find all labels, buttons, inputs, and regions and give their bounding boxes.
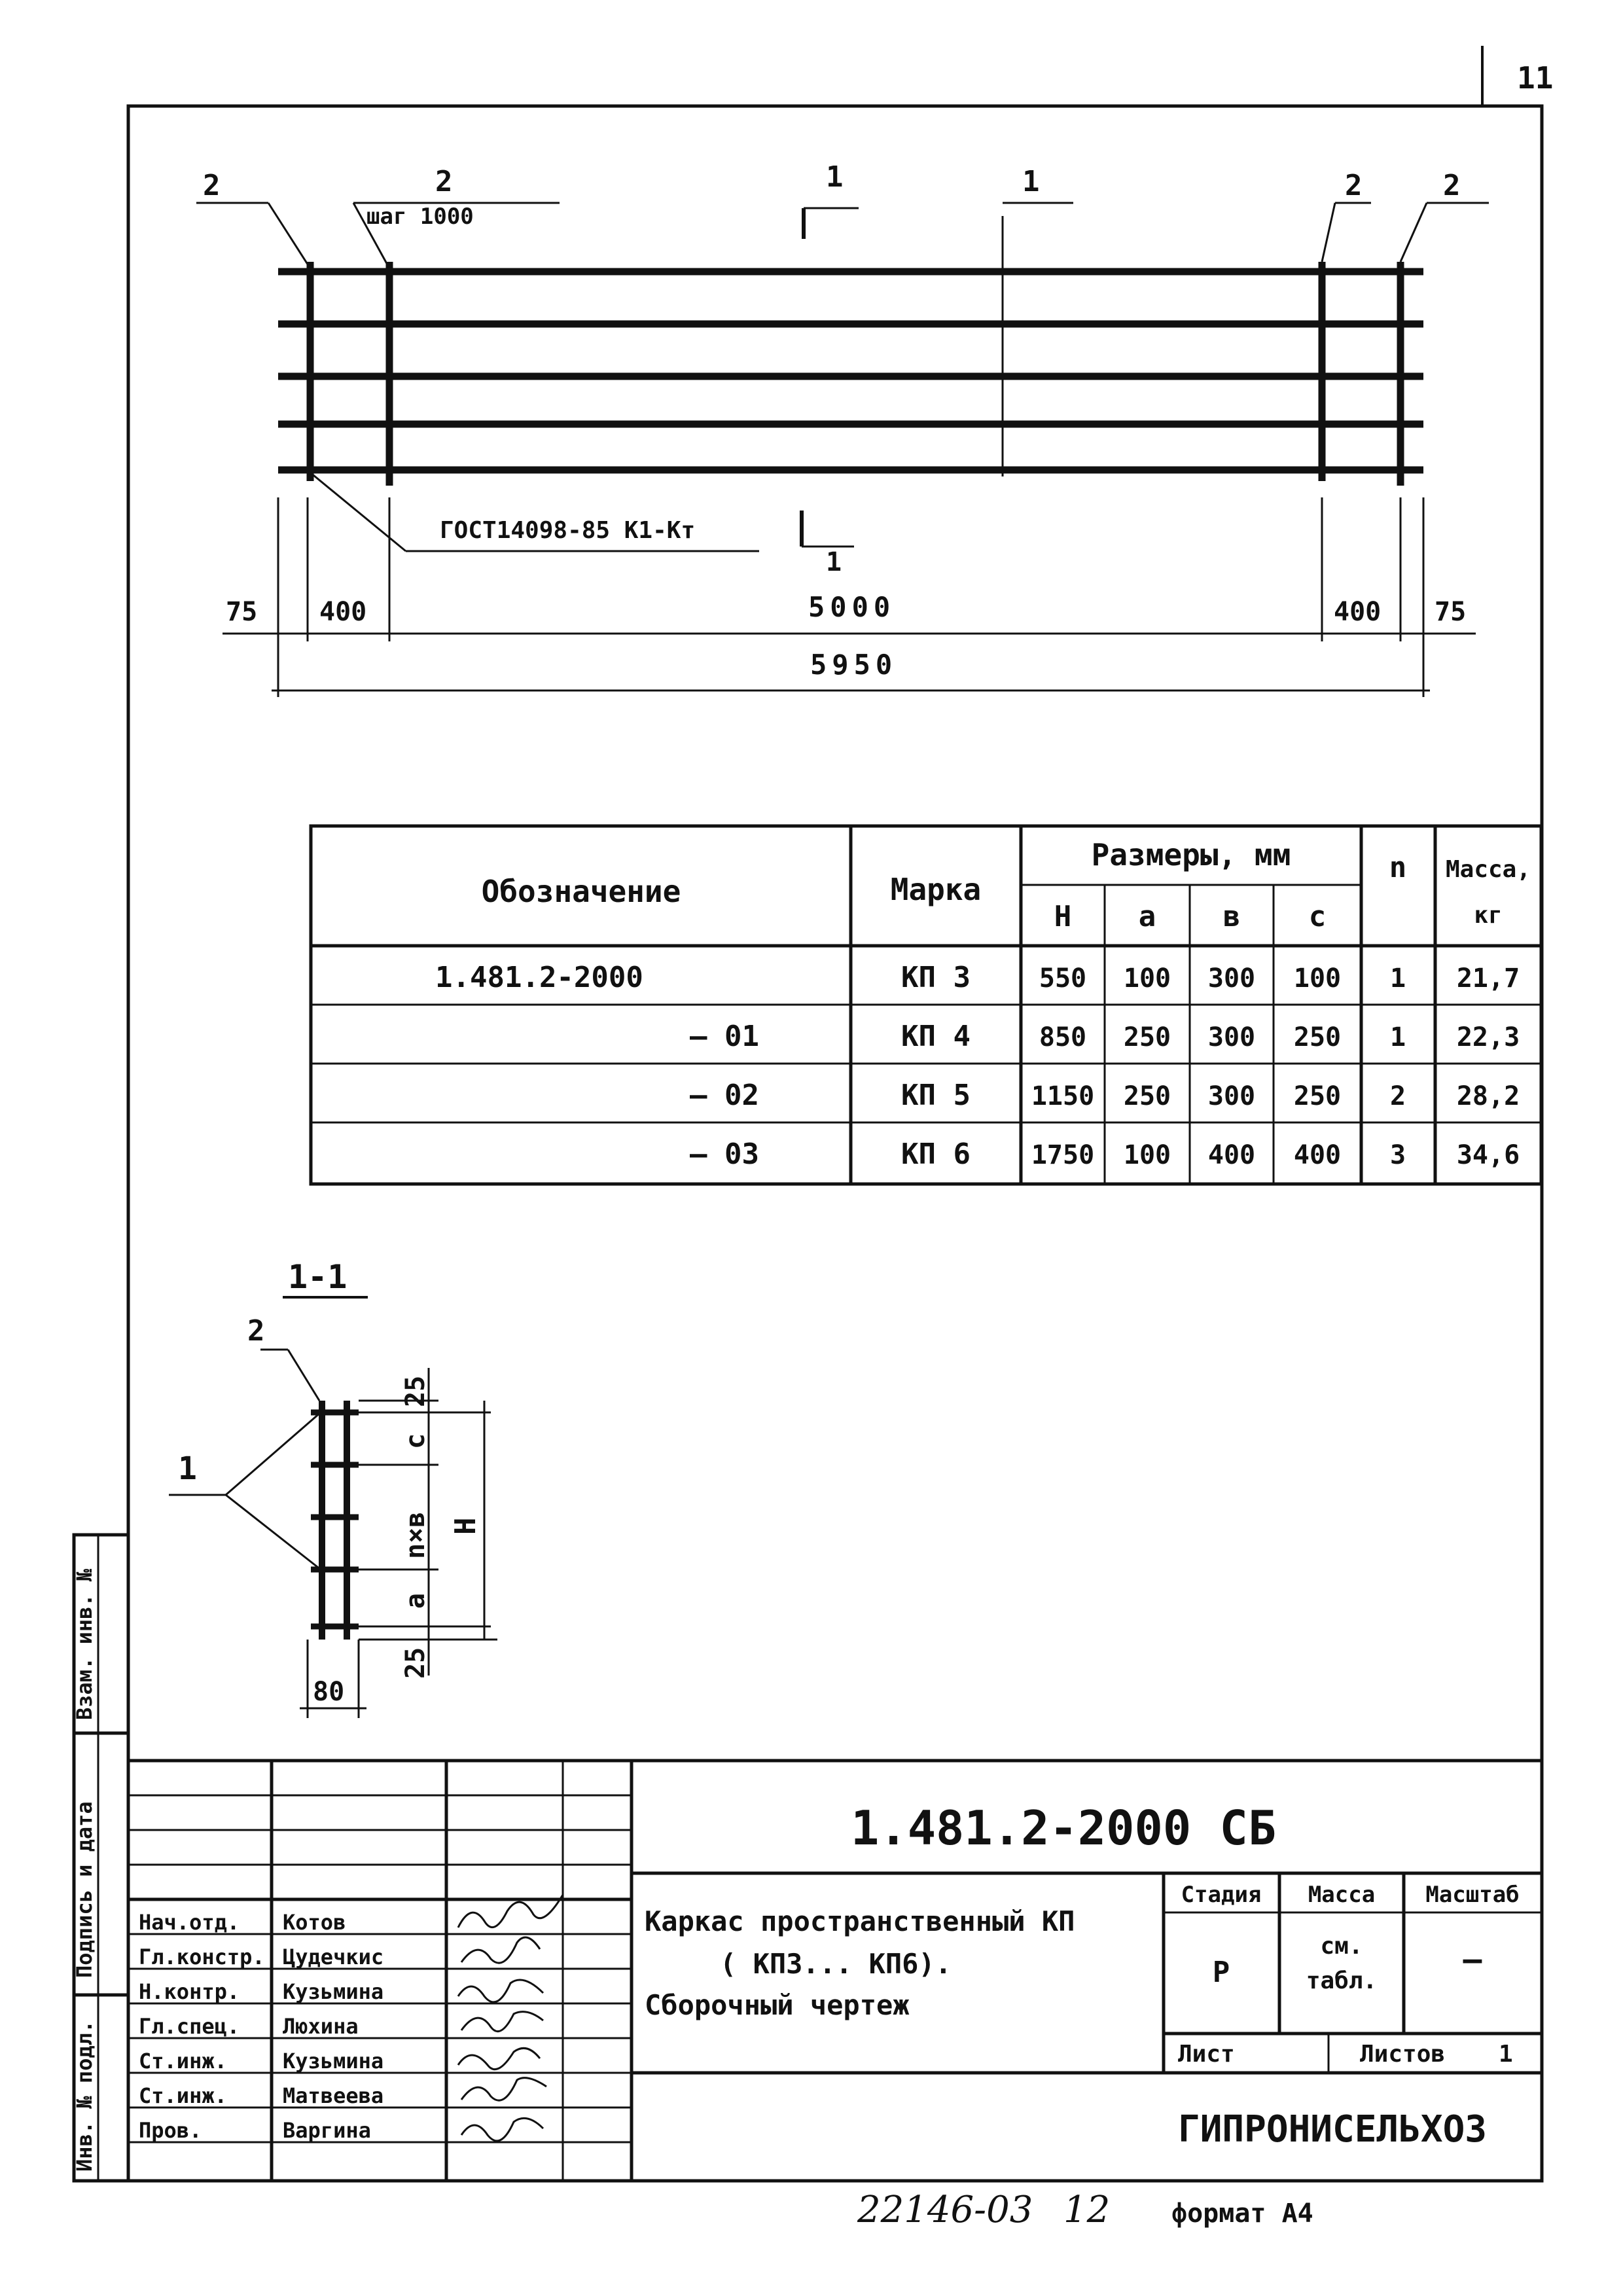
- scale-value: —: [1463, 1941, 1482, 1978]
- row4-a: 100: [1123, 1140, 1171, 1170]
- title-line-2: ( КП3... КП6).: [720, 1948, 952, 1980]
- footer-format: формат А4: [1171, 2198, 1313, 2229]
- staff-name-2: Цудечкис: [283, 1945, 384, 1969]
- section-mark-top: 1: [826, 160, 844, 194]
- th-c: с: [1308, 900, 1327, 933]
- row2-h: 850: [1039, 1022, 1087, 1052]
- section-dim-nb: n×в: [401, 1511, 431, 1559]
- section-callout-1: 1: [178, 1450, 197, 1487]
- row1-mark: КП 3: [901, 961, 971, 994]
- row3-designation: – 02: [690, 1079, 759, 1112]
- row2-n: 1: [1389, 1022, 1406, 1052]
- callout-pitch-note: шаг 1000: [366, 204, 474, 230]
- th-n: n: [1389, 851, 1407, 884]
- callout-right-outer: 2: [1443, 169, 1461, 202]
- section-dim-h: Н: [449, 1517, 482, 1535]
- footer-copy: 12: [1063, 2189, 1111, 2231]
- section-title: 1-1: [288, 1258, 348, 1296]
- sheets-label: Листов: [1360, 2041, 1446, 2068]
- dim-right-gap: 400: [1334, 597, 1382, 627]
- th-mark: Марка: [890, 872, 982, 907]
- row3-mass: 28,2: [1456, 1081, 1520, 1111]
- row1-a: 100: [1123, 963, 1171, 994]
- th-b: в: [1222, 900, 1241, 933]
- row1-c: 100: [1293, 963, 1342, 994]
- staff-role-3: Н.контр.: [139, 1979, 240, 2004]
- th-a: а: [1138, 900, 1156, 933]
- spec-table: [311, 826, 1541, 1184]
- callout-right-inner: 2: [1345, 169, 1363, 202]
- row4-c: 400: [1293, 1140, 1342, 1170]
- sheet-label: Лист: [1178, 2041, 1235, 2068]
- organization: ГИПРОНИСЕЛЬХОЗ: [1178, 2108, 1488, 2151]
- row1-mass: 21,7: [1456, 963, 1520, 994]
- dim-left-end: 75: [226, 597, 258, 627]
- stage-label: Стадия: [1181, 1882, 1262, 1908]
- row4-b: 400: [1207, 1140, 1256, 1170]
- staff-role-2: Гл.констр.: [139, 1945, 265, 1969]
- row2-mark: КП 4: [901, 1020, 971, 1053]
- dim-overall: 5950: [810, 649, 898, 681]
- section-dim-top: 25: [401, 1375, 431, 1407]
- section-dim-c: с: [401, 1433, 431, 1449]
- section-1-1: [169, 1258, 497, 1718]
- mass-value-2: табл.: [1306, 1967, 1378, 1994]
- callout-left-inner: 2: [435, 165, 453, 198]
- staff-role-5: Ст.инж.: [139, 2049, 227, 2073]
- signatures: [458, 1895, 563, 2141]
- row1-b: 300: [1207, 963, 1256, 994]
- staff-name-6: Матвеева: [283, 2083, 384, 2108]
- stamp-inv-no-orig: Инв. № подл.: [72, 2020, 97, 2172]
- staff-name-5: Кузьмина: [283, 2049, 384, 2073]
- row3-c: 250: [1293, 1081, 1342, 1111]
- section-dim-a: а: [401, 1592, 431, 1609]
- staff-name-1: Котов: [283, 1910, 346, 1935]
- th-mass: Масса,: [1445, 856, 1531, 883]
- row1-h: 550: [1039, 963, 1087, 994]
- staff-role-4: Гл.спец.: [139, 2014, 240, 2039]
- row1-n: 1: [1389, 963, 1406, 994]
- row4-mark: КП 6: [901, 1138, 971, 1171]
- row2-mass: 22,3: [1456, 1022, 1520, 1052]
- section-callout-2: 2: [247, 1314, 265, 1348]
- row2-b: 300: [1207, 1022, 1256, 1052]
- row4-n: 3: [1389, 1140, 1406, 1170]
- section-dim-bottom: 25: [401, 1647, 431, 1679]
- row4-mass: 34,6: [1456, 1140, 1520, 1170]
- row4-h: 1750: [1031, 1140, 1095, 1170]
- elevation-dimensions: [223, 497, 1476, 697]
- row2-c: 250: [1293, 1022, 1342, 1052]
- row2-designation: – 01: [690, 1020, 759, 1053]
- stage-value: Р: [1212, 1956, 1230, 1989]
- staff-name-4: Люхина: [283, 2014, 359, 2039]
- side-stamp: [72, 1535, 128, 2181]
- dim-right-end: 75: [1435, 597, 1467, 627]
- callout-center-bar: 1: [1022, 165, 1040, 198]
- gost-weld-note: ГОСТ14098-85 К1-Кт: [440, 517, 696, 544]
- title-line-3: Сборочный чертеж: [645, 1989, 910, 2021]
- section-dim-width: 80: [313, 1677, 345, 1707]
- row3-h: 1150: [1031, 1081, 1095, 1111]
- row3-b: 300: [1207, 1081, 1256, 1111]
- footer-number: 22146-03: [857, 2189, 1033, 2231]
- row4-designation: – 03: [690, 1138, 759, 1171]
- page-number: 11: [1517, 60, 1554, 96]
- staff-role-6: Ст.инж.: [139, 2083, 227, 2108]
- th-mass-unit: кг: [1474, 902, 1503, 929]
- staff-role-1: Нач.отд.: [139, 1910, 240, 1935]
- stamp-inv-no-ref: Взам. инв. №: [72, 1568, 97, 1720]
- staff-name-3: Кузьмина: [283, 1979, 384, 2004]
- stamp-sign-date: Подпись и дата: [72, 1801, 97, 1978]
- row3-n: 2: [1389, 1081, 1406, 1111]
- sheets-value: 1: [1499, 2041, 1513, 2068]
- title-block: [128, 1761, 1542, 2181]
- mass-value-1: см.: [1320, 1933, 1363, 1960]
- staff-role-7: Пров.: [139, 2118, 202, 2143]
- staff-name-7: Варгина: [283, 2118, 371, 2143]
- mass-label: Масса: [1308, 1882, 1376, 1908]
- th-h: Н: [1054, 900, 1072, 933]
- th-sizes: Размеры, мм: [1091, 837, 1291, 872]
- section-mark-bottom: 1: [826, 547, 842, 577]
- callout-left-outer: 2: [203, 169, 221, 202]
- row2-a: 250: [1123, 1022, 1171, 1052]
- dim-middle: 5000: [808, 591, 896, 623]
- row3-a: 250: [1123, 1081, 1171, 1111]
- page-number-box: [1482, 46, 1553, 105]
- row3-mark: КП 5: [901, 1079, 971, 1112]
- doc-code: 1.481.2-2000 СБ: [851, 1801, 1277, 1856]
- row1-designation: 1.481.2-2000: [435, 961, 643, 994]
- th-designation: Обозначение: [481, 874, 681, 909]
- footer: [857, 2189, 1313, 2231]
- scale-label: Масштаб: [1425, 1882, 1520, 1908]
- title-line-1: Каркас пространственный КП: [645, 1905, 1075, 1937]
- dim-left-gap: 400: [319, 597, 367, 627]
